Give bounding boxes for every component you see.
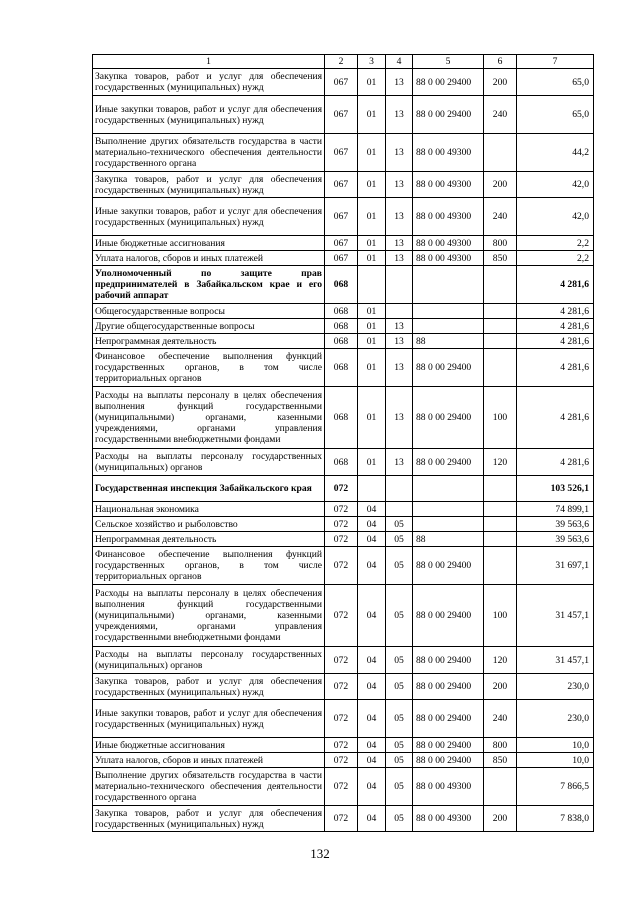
row-target-article [413, 476, 484, 502]
row-target-article: 88 0 00 29400 [413, 387, 484, 449]
header-cell: 2 [325, 55, 358, 69]
row-expense-type: 240 [484, 700, 517, 738]
row-description: Иные бюджетные ассигнования [93, 236, 325, 251]
table-row [93, 334, 594, 349]
row-section: 04 [358, 753, 386, 768]
table-row [93, 236, 594, 251]
row-ministry-code: 067 [325, 236, 358, 251]
row-ministry-code: 072 [325, 700, 358, 738]
row-expense-type: 100 [484, 387, 517, 449]
row-amount: 10,0 [517, 738, 594, 753]
table-row [93, 517, 594, 532]
row-amount: 39 563,6 [517, 532, 594, 547]
row-subsection [386, 476, 413, 502]
row-section: 04 [358, 738, 386, 753]
row-ministry-code: 072 [325, 585, 358, 647]
row-amount: 7 838,0 [517, 806, 594, 832]
row-amount: 4 281,6 [517, 266, 594, 304]
row-description: Национальная экономика [93, 502, 325, 517]
row-amount: 2,2 [517, 236, 594, 251]
row-expense-type [484, 319, 517, 334]
table-row [93, 674, 594, 700]
row-subsection: 05 [386, 517, 413, 532]
row-amount: 230,0 [517, 700, 594, 738]
row-expense-type [484, 532, 517, 547]
table-row [93, 266, 594, 304]
row-target-article: 88 0 00 29400 [413, 547, 484, 585]
row-amount: 65,0 [517, 96, 594, 134]
row-target-article: 88 0 00 29400 [413, 647, 484, 674]
row-expense-type: 100 [484, 585, 517, 647]
row-ministry-code: 072 [325, 532, 358, 547]
row-target-article: 88 0 00 29400 [413, 738, 484, 753]
row-section: 04 [358, 532, 386, 547]
row-subsection: 05 [386, 753, 413, 768]
row-expense-type: 240 [484, 96, 517, 134]
row-expense-type [484, 304, 517, 319]
table-row [93, 532, 594, 547]
row-subsection: 05 [386, 700, 413, 738]
row-amount: 31 457,1 [517, 647, 594, 674]
row-expense-type [484, 266, 517, 304]
header-cell: 3 [358, 55, 386, 69]
row-target-article: 88 0 00 29400 [413, 449, 484, 476]
row-section: 04 [358, 674, 386, 700]
row-ministry-code: 068 [325, 334, 358, 349]
row-ministry-code: 072 [325, 547, 358, 585]
row-expense-type [484, 547, 517, 585]
row-section: 01 [358, 198, 386, 236]
row-target-article: 88 0 00 29400 [413, 700, 484, 738]
row-amount: 31 457,1 [517, 585, 594, 647]
page-number: 132 [310, 846, 330, 861]
row-subsection: 05 [386, 532, 413, 547]
row-subsection [386, 502, 413, 517]
row-section: 04 [358, 647, 386, 674]
row-description: Расходы на выплаты персоналу государственных (муниципальных) органов [93, 449, 325, 476]
row-expense-type [484, 502, 517, 517]
table-row [93, 172, 594, 198]
row-target-article: 88 0 00 29400 [413, 349, 484, 387]
row-amount: 2,2 [517, 251, 594, 266]
row-subsection: 13 [386, 319, 413, 334]
row-section [358, 266, 386, 304]
row-target-article: 88 0 00 49300 [413, 134, 484, 172]
row-ministry-code: 072 [325, 768, 358, 806]
row-subsection: 05 [386, 806, 413, 832]
header-cell: 4 [386, 55, 413, 69]
row-ministry-code: 072 [325, 674, 358, 700]
row-section: 01 [358, 134, 386, 172]
row-expense-type: 850 [484, 251, 517, 266]
row-section: 04 [358, 547, 386, 585]
row-ministry-code: 067 [325, 134, 358, 172]
row-description: Уплата налогов, сборов и иных платежей [93, 251, 325, 266]
row-section: 01 [358, 69, 386, 96]
row-subsection: 05 [386, 585, 413, 647]
row-ministry-code: 067 [325, 251, 358, 266]
table-row [93, 647, 594, 674]
row-subsection: 13 [386, 449, 413, 476]
row-target-article [413, 517, 484, 532]
row-target-article: 88 0 00 49300 [413, 768, 484, 806]
row-description: Непрограммная деятельность [93, 532, 325, 547]
table-row [93, 753, 594, 768]
row-target-article: 88 0 00 29400 [413, 96, 484, 134]
table-row [93, 251, 594, 266]
row-description: Выполнение других обязательств государства в части материально-технического обеспечения деятельности государственного органа [93, 768, 325, 806]
table-row [93, 69, 594, 96]
row-target-article [413, 266, 484, 304]
row-target-article: 88 0 00 49300 [413, 251, 484, 266]
table-row [93, 387, 594, 449]
table-row [93, 585, 594, 647]
row-description: Общегосударственные вопросы [93, 304, 325, 319]
table-row [93, 768, 594, 806]
row-ministry-code: 067 [325, 96, 358, 134]
row-section: 01 [358, 96, 386, 134]
row-subsection: 05 [386, 674, 413, 700]
row-expense-type: 120 [484, 449, 517, 476]
row-description: Государственная инспекция Забайкальского края [93, 476, 325, 502]
row-description: Уполномоченный по защите прав предпринимателей в Забайкальском крае и его рабочий аппарат [93, 266, 325, 304]
row-ministry-code: 068 [325, 449, 358, 476]
table-row [93, 304, 594, 319]
row-ministry-code: 072 [325, 738, 358, 753]
table-row [93, 198, 594, 236]
row-target-article: 88 0 00 49300 [413, 236, 484, 251]
row-section: 01 [358, 387, 386, 449]
row-subsection: 13 [386, 96, 413, 134]
row-ministry-code: 072 [325, 502, 358, 517]
row-amount: 4 281,6 [517, 387, 594, 449]
row-target-article: 88 0 00 49300 [413, 806, 484, 832]
row-amount: 4 281,6 [517, 449, 594, 476]
row-target-article: 88 [413, 334, 484, 349]
row-section: 01 [358, 172, 386, 198]
table-row [93, 449, 594, 476]
row-description: Закупка товаров, работ и услуг для обеспечения государственных (муниципальных) нужд [93, 806, 325, 832]
row-amount: 103 526,1 [517, 476, 594, 502]
row-description: Сельское хозяйство и рыболовство [93, 517, 325, 532]
row-expense-type [484, 517, 517, 532]
row-description: Финансовое обеспечение выполнения функций государственных органов, в том числе территориальных органов [93, 547, 325, 585]
row-expense-type: 800 [484, 738, 517, 753]
row-target-article [413, 502, 484, 517]
row-amount: 31 697,1 [517, 547, 594, 585]
row-subsection [386, 266, 413, 304]
row-section: 01 [358, 251, 386, 266]
row-expense-type [484, 476, 517, 502]
row-ministry-code: 072 [325, 476, 358, 502]
row-ministry-code: 068 [325, 349, 358, 387]
row-subsection: 13 [386, 334, 413, 349]
row-ministry-code: 068 [325, 304, 358, 319]
row-target-article [413, 304, 484, 319]
row-ministry-code: 068 [325, 387, 358, 449]
row-description: Расходы на выплаты персоналу в целях обеспечения выполнения функций государственными (муниципальными) органами, казенными учреждениями, органами управления государственными внебюджетными фондами [93, 387, 325, 449]
row-section: 04 [358, 768, 386, 806]
row-target-article [413, 319, 484, 334]
row-description: Иные закупки товаров, работ и услуг для обеспечения государственных (муниципальных) нужд [93, 96, 325, 134]
row-amount: 74 899,1 [517, 502, 594, 517]
row-ministry-code: 068 [325, 266, 358, 304]
header-cell: 5 [413, 55, 484, 69]
table-row [93, 738, 594, 753]
row-ministry-code: 072 [325, 647, 358, 674]
row-target-article: 88 0 00 49300 [413, 172, 484, 198]
budget-table [92, 54, 594, 832]
table-row [93, 349, 594, 387]
row-description: Непрограммная деятельность [93, 334, 325, 349]
row-description: Иные бюджетные ассигнования [93, 738, 325, 753]
row-expense-type: 200 [484, 674, 517, 700]
row-target-article: 88 [413, 532, 484, 547]
row-description: Закупка товаров, работ и услуг для обеспечения государственных (муниципальных) нужд [93, 674, 325, 700]
row-expense-type [484, 349, 517, 387]
row-target-article: 88 0 00 29400 [413, 753, 484, 768]
row-subsection: 05 [386, 738, 413, 753]
row-section: 01 [358, 349, 386, 387]
table-body [93, 69, 594, 832]
table-row [93, 547, 594, 585]
row-subsection: 13 [386, 198, 413, 236]
row-section: 04 [358, 806, 386, 832]
row-expense-type [484, 334, 517, 349]
header-cell: 6 [484, 55, 517, 69]
row-ministry-code: 067 [325, 198, 358, 236]
row-amount: 42,0 [517, 172, 594, 198]
row-ministry-code: 072 [325, 517, 358, 532]
row-subsection: 13 [386, 349, 413, 387]
row-section [358, 476, 386, 502]
row-subsection: 05 [386, 647, 413, 674]
row-target-article: 88 0 00 29400 [413, 69, 484, 96]
row-expense-type: 800 [484, 236, 517, 251]
row-expense-type: 200 [484, 69, 517, 96]
row-amount: 4 281,6 [517, 349, 594, 387]
row-subsection: 05 [386, 768, 413, 806]
row-description: Финансовое обеспечение выполнения функций государственных органов, в том числе территориальных органов [93, 349, 325, 387]
budget-table-container [92, 54, 593, 832]
row-section: 01 [358, 319, 386, 334]
row-description: Расходы на выплаты персоналу в целях обеспечения выполнения функций государственными (муниципальными) органами, казенными учреждениями, органами управления государственными внебюджетными фондами [93, 585, 325, 647]
row-subsection [386, 304, 413, 319]
row-expense-type: 240 [484, 198, 517, 236]
row-section: 04 [358, 517, 386, 532]
row-section: 04 [358, 700, 386, 738]
row-description: Закупка товаров, работ и услуг для обеспечения государственных (муниципальных) нужд [93, 172, 325, 198]
row-amount: 4 281,6 [517, 319, 594, 334]
table-header-row [93, 55, 594, 69]
row-ministry-code: 068 [325, 319, 358, 334]
row-subsection: 13 [386, 69, 413, 96]
row-expense-type: 850 [484, 753, 517, 768]
row-ministry-code: 067 [325, 172, 358, 198]
row-subsection: 13 [386, 251, 413, 266]
row-description: Другие общегосударственные вопросы [93, 319, 325, 334]
table-row [93, 806, 594, 832]
table-row [93, 700, 594, 738]
row-subsection: 13 [386, 236, 413, 251]
row-amount: 4 281,6 [517, 304, 594, 319]
row-ministry-code: 072 [325, 753, 358, 768]
row-target-article: 88 0 00 49300 [413, 198, 484, 236]
row-description: Иные закупки товаров, работ и услуг для обеспечения государственных (муниципальных) нужд [93, 198, 325, 236]
row-subsection: 13 [386, 387, 413, 449]
row-ministry-code: 072 [325, 806, 358, 832]
header-cell: 1 [93, 55, 325, 69]
row-description: Иные закупки товаров, работ и услуг для обеспечения государственных (муниципальных) нужд [93, 700, 325, 738]
table-row [93, 96, 594, 134]
row-description: Закупка товаров, работ и услуг для обеспечения государственных (муниципальных) нужд [93, 69, 325, 96]
row-subsection: 05 [386, 547, 413, 585]
row-amount: 42,0 [517, 198, 594, 236]
row-expense-type: 200 [484, 172, 517, 198]
row-expense-type [484, 134, 517, 172]
row-subsection: 13 [386, 172, 413, 198]
row-amount: 39 563,6 [517, 517, 594, 532]
row-expense-type [484, 768, 517, 806]
row-amount: 65,0 [517, 69, 594, 96]
row-ministry-code: 067 [325, 69, 358, 96]
table-row [93, 319, 594, 334]
row-expense-type: 120 [484, 647, 517, 674]
header-cell: 7 [517, 55, 594, 69]
table-row [93, 134, 594, 172]
row-description: Расходы на выплаты персоналу государственных (муниципальных) органов [93, 647, 325, 674]
row-section: 04 [358, 585, 386, 647]
row-target-article: 88 0 00 29400 [413, 674, 484, 700]
row-amount: 7 866,5 [517, 768, 594, 806]
row-subsection: 13 [386, 134, 413, 172]
row-section: 01 [358, 236, 386, 251]
row-section: 01 [358, 449, 386, 476]
table-row [93, 476, 594, 502]
row-section: 01 [358, 304, 386, 319]
row-description: Выполнение других обязательств государства в части материально-технического обеспечения деятельности государственного органа [93, 134, 325, 172]
row-section: 01 [358, 334, 386, 349]
row-amount: 10,0 [517, 753, 594, 768]
row-description: Уплата налогов, сборов и иных платежей [93, 753, 325, 768]
row-section: 04 [358, 502, 386, 517]
row-amount: 44,2 [517, 134, 594, 172]
row-amount: 4 281,6 [517, 334, 594, 349]
row-amount: 230,0 [517, 674, 594, 700]
row-target-article: 88 0 00 29400 [413, 585, 484, 647]
row-expense-type: 200 [484, 806, 517, 832]
table-row [93, 502, 594, 517]
